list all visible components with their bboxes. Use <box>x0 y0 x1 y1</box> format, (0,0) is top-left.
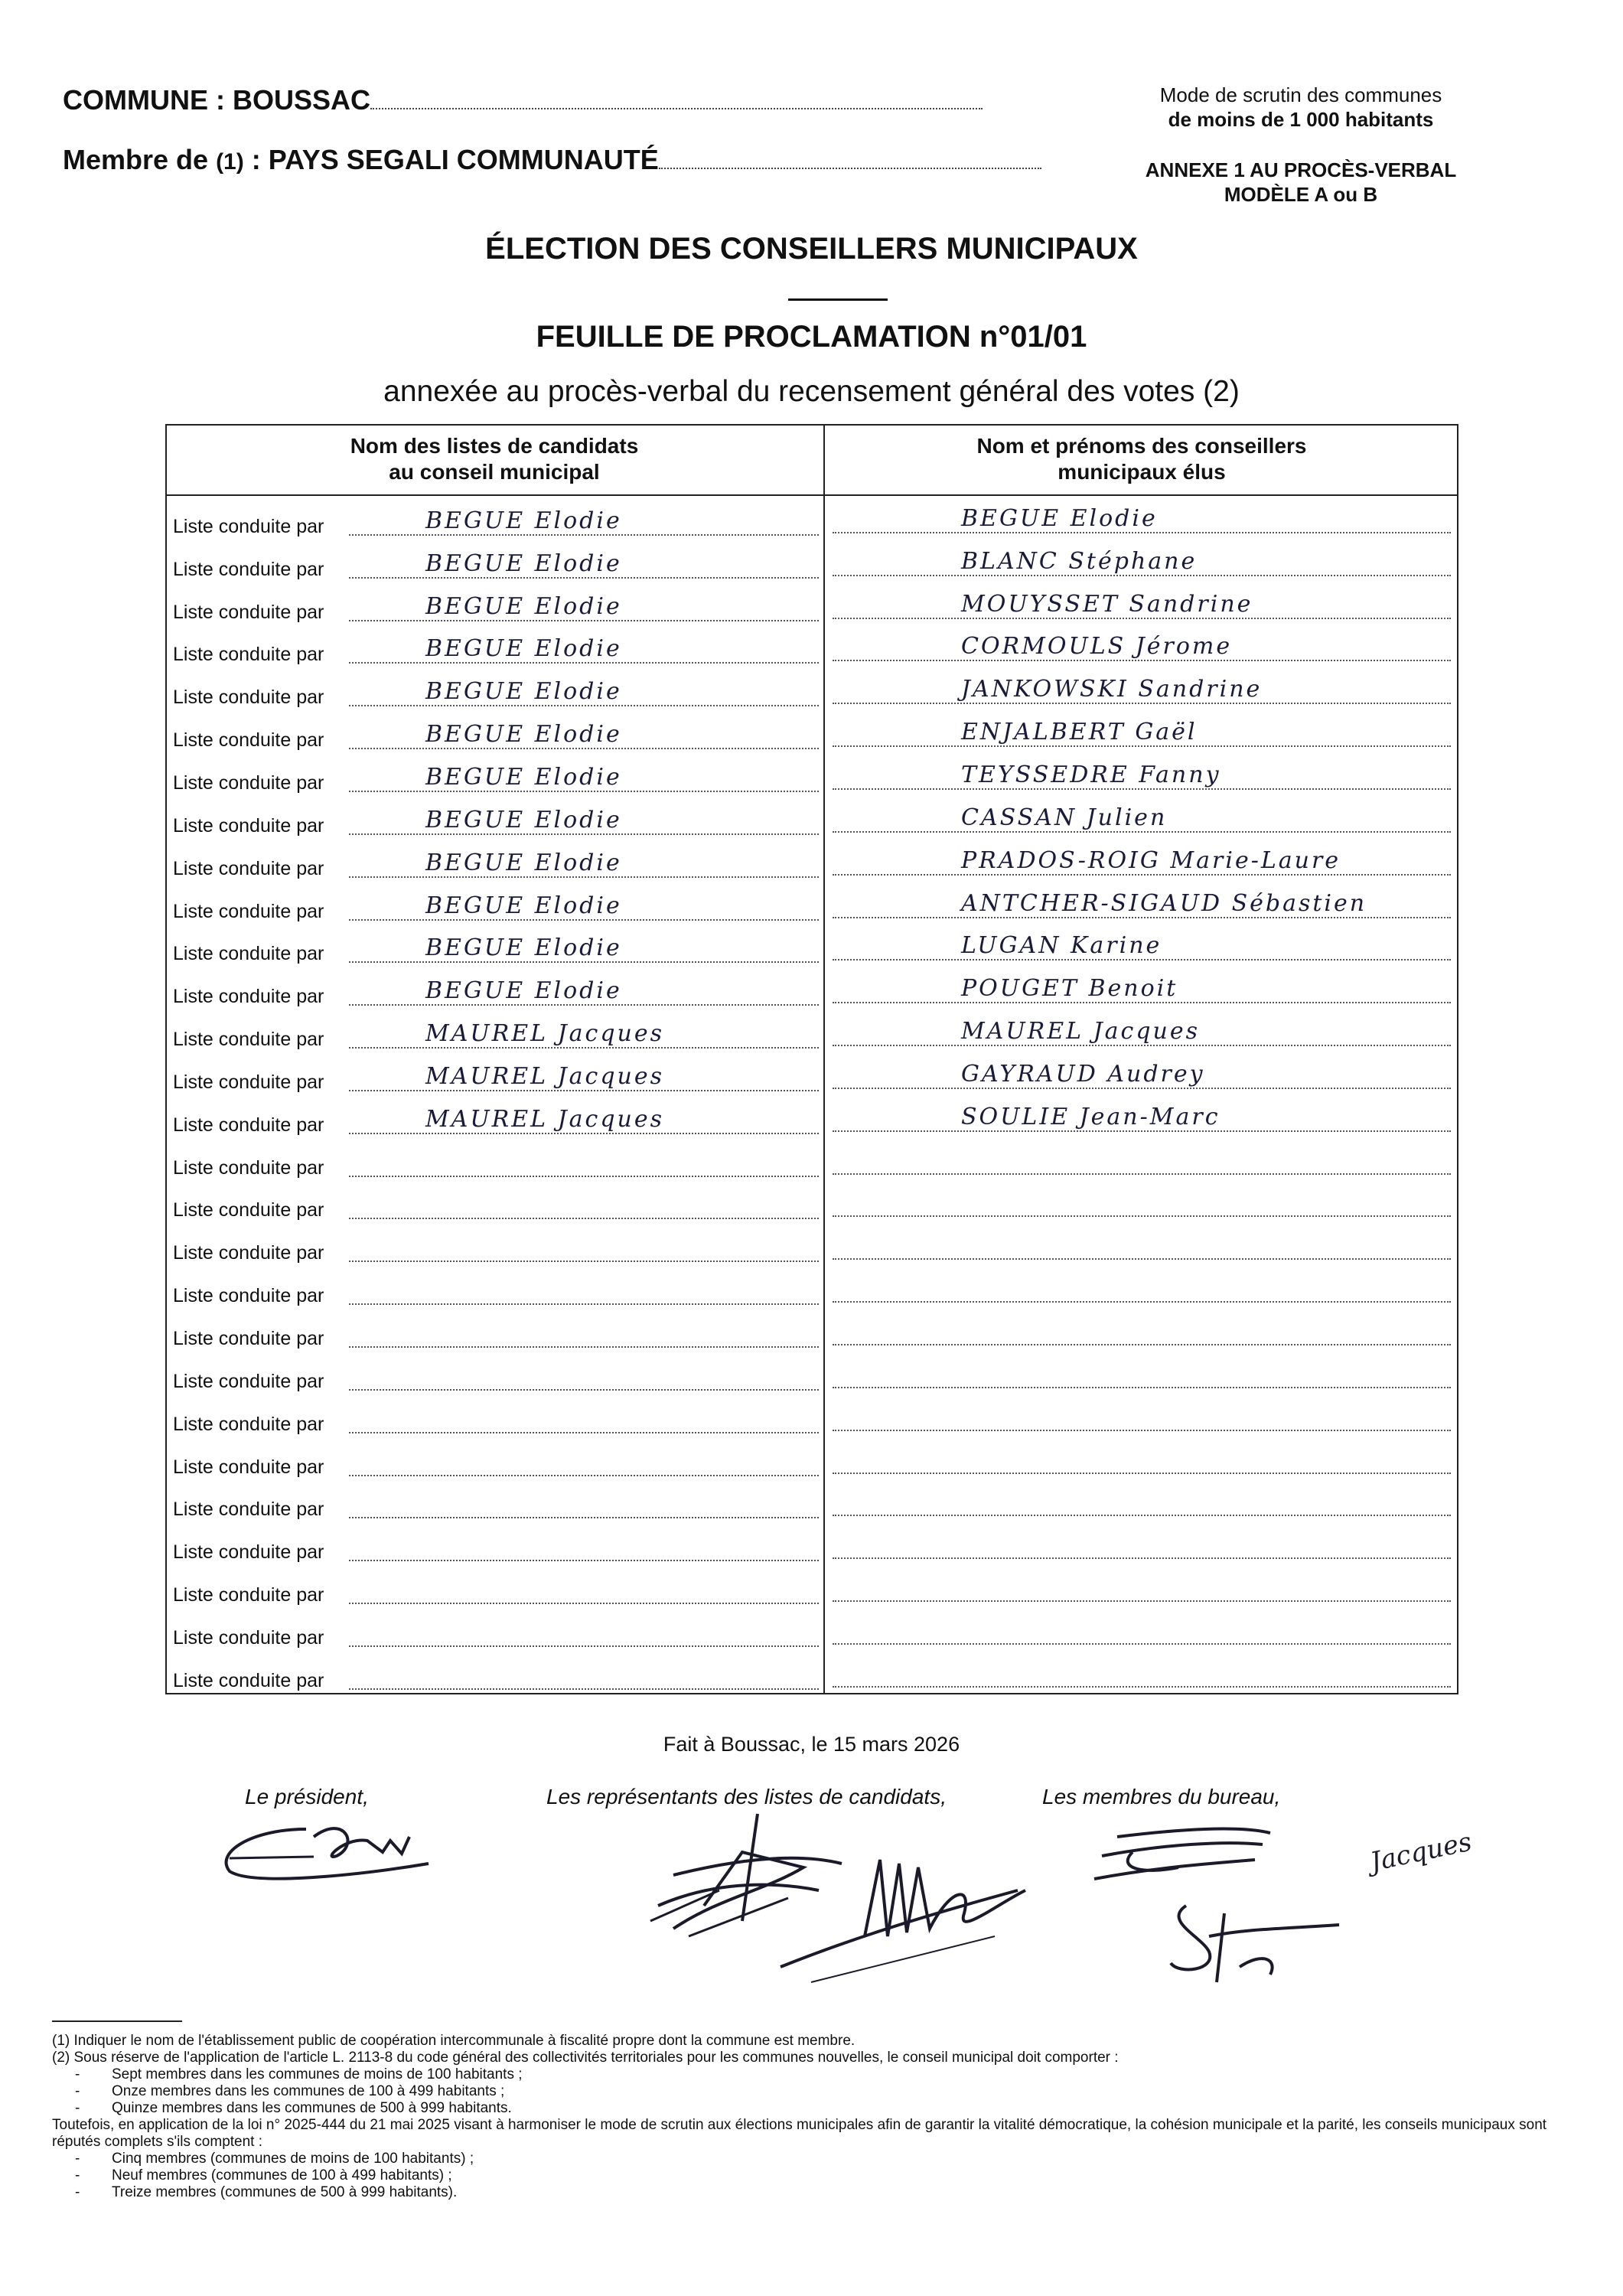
row-dotted-line-elected <box>833 745 1451 747</box>
row-label: Liste conduite par <box>173 558 324 580</box>
row-dotted-line-elected <box>833 1686 1451 1688</box>
table-row <box>165 924 1458 967</box>
list-leader-name: BEGUE Elodie <box>425 635 622 663</box>
row-dotted-line-elected <box>833 575 1451 576</box>
table-row <box>165 1607 1458 1650</box>
list-leader-name: BEGUE Elodie <box>425 721 622 748</box>
row-dotted-line-elected <box>833 703 1451 704</box>
table-row <box>165 1265 1458 1308</box>
row-dotted-line-elected <box>833 917 1451 918</box>
bullet-text: Sept membres dans les communes de moins de 100 habitants ; <box>112 2066 523 2082</box>
table-row <box>165 1521 1458 1564</box>
table-row <box>165 667 1458 709</box>
row-dotted-line-list <box>349 1432 819 1433</box>
column-header-elected-line-2: municipaux élus <box>1058 460 1226 484</box>
table-row <box>165 582 1458 625</box>
row-dotted-line-list <box>349 1176 819 1177</box>
president-signature <box>207 1806 467 1890</box>
list-leader-name: MAUREL Jacques <box>425 1062 664 1090</box>
table-row <box>165 1137 1458 1180</box>
column-header-lists-line-1: Nom des listes de candidats <box>350 434 639 458</box>
row-dotted-line-elected <box>833 1215 1451 1217</box>
sheet-subtitle: annexée au procès-verbal du recensement général des votes (2) <box>383 375 1240 408</box>
row-label: Liste conduite par <box>173 814 324 837</box>
row-dotted-line-elected <box>833 618 1451 619</box>
row-label: Liste conduite par <box>173 1242 324 1264</box>
bullet-dash: - <box>75 2151 80 2167</box>
row-label: Liste conduite par <box>173 601 324 623</box>
row-dotted-line-list <box>349 961 819 963</box>
membre-label-c: : <box>243 144 269 175</box>
footnotes <box>52 2033 1575 2201</box>
bureau-signature-1 <box>1087 1821 1286 1890</box>
table-row <box>165 752 1458 795</box>
row-label: Liste conduite par <box>173 1456 324 1478</box>
row-dotted-line-list <box>349 1047 819 1049</box>
row-dotted-line-list <box>349 919 819 921</box>
row-label: Liste conduite par <box>173 1285 324 1307</box>
elected-councillor-name: MAUREL Jacques <box>961 1018 1200 1045</box>
elected-councillor-name: BEGUE Elodie <box>961 504 1158 532</box>
column-header-lists <box>165 433 823 485</box>
representants-label: Les représentants des listes de candidats, <box>546 1785 947 1808</box>
table-row <box>165 709 1458 752</box>
elected-councillor-name: JANKOWSKI Sandrine <box>961 676 1263 703</box>
table-row <box>165 1222 1458 1265</box>
list-leader-name: BEGUE Elodie <box>425 507 622 534</box>
row-label: Liste conduite par <box>173 1669 324 1691</box>
row-dotted-line-list <box>349 1303 819 1305</box>
row-label: Liste conduite par <box>173 644 324 666</box>
row-dotted-line-elected <box>833 1045 1451 1046</box>
list-leader-name: BEGUE Elodie <box>425 977 622 1005</box>
row-dotted-line-elected <box>833 660 1451 661</box>
row-label: Liste conduite par <box>173 1156 324 1179</box>
row-dotted-line-elected <box>833 1173 1451 1175</box>
commune-value: BOUSSAC <box>232 84 371 116</box>
row-label: Liste conduite par <box>173 943 324 965</box>
row-dotted-line-list <box>349 620 819 621</box>
membre-line <box>63 144 1041 176</box>
row-dotted-line-list <box>349 705 819 706</box>
bullet-text: Cinq membres (communes de moins de 100 habitants) ; <box>112 2151 474 2167</box>
row-dotted-line-list <box>349 662 819 664</box>
footnote-toutefois: Toutefois, en application de la loi n° 2025-444 du 21 mai 2025 visant à harmoniser le mode de scrutin aux élections municipales afin de garantir la vitalité démocratique, la cohésion municipale et la parité, les conseils municipaux sont réputés complets s'ils comptent : <box>52 2117 1547 2150</box>
row-dotted-line-elected <box>833 1258 1451 1260</box>
footnote-bullet <box>52 2066 1575 2083</box>
row-dotted-line-elected <box>833 1387 1451 1388</box>
footnote-bullet <box>52 2151 1575 2167</box>
title-divider <box>788 298 888 301</box>
row-label: Liste conduite par <box>173 1413 324 1435</box>
elected-councillor-name: LUGAN Karine <box>961 932 1162 960</box>
footnote-divider <box>52 2020 182 2022</box>
membre-value: PAYS SEGALI COMMUNAUTÉ <box>268 144 659 175</box>
list-leader-name: MAUREL Jacques <box>425 1020 664 1048</box>
row-label: Liste conduite par <box>173 986 324 1008</box>
mode-scrutin-note <box>1102 83 1500 132</box>
membre-dotted-fill <box>659 168 1041 169</box>
annexe-line-2: MODÈLE A ou B <box>1224 183 1378 206</box>
row-dotted-line-list <box>349 1133 819 1134</box>
elected-councillor-name: POUGET Benoit <box>961 975 1178 1003</box>
elected-councillor-name: GAYRAUD Audrey <box>961 1060 1205 1088</box>
row-label: Liste conduite par <box>173 1499 324 1521</box>
row-dotted-line-list <box>349 1389 819 1391</box>
footnote-bullet <box>52 2184 1575 2201</box>
row-dotted-line-list <box>349 1004 819 1006</box>
bureau-members-label: Les membres du bureau, <box>1042 1785 1281 1808</box>
row-dotted-line-list <box>349 534 819 536</box>
table-row <box>165 1650 1458 1693</box>
row-dotted-line-elected <box>833 1130 1451 1132</box>
mode-line-1: Mode de scrutin des communes <box>1159 83 1442 106</box>
bureau-signature-3: Jacques <box>1367 1826 1475 1878</box>
row-dotted-line-elected <box>833 1600 1451 1602</box>
footnote-1: (1) Indiquer le nom de l'établissement public de coopération intercommunale à fiscalité propre dont la commune est membre. <box>52 2033 855 2049</box>
row-label: Liste conduite par <box>173 771 324 794</box>
row-dotted-line-list <box>349 1517 819 1518</box>
table-row <box>165 625 1458 667</box>
table-row <box>165 838 1458 881</box>
table-row <box>165 1052 1458 1094</box>
elected-councillor-name: CASSAN Julien <box>961 804 1168 831</box>
row-dotted-line-elected <box>833 831 1451 833</box>
row-dotted-line-list <box>349 748 819 749</box>
sheet-title: FEUILLE DE PROCLAMATION n°01/01 <box>536 320 1087 354</box>
list-leader-name: BEGUE Elodie <box>425 849 622 876</box>
bullet-text: Quinze membres dans les communes de 500 à 999 habitants. <box>112 2100 512 2116</box>
row-dotted-line-elected <box>833 1473 1451 1474</box>
list-leader-name: BEGUE Elodie <box>425 678 622 706</box>
list-leader-name: BEGUE Elodie <box>425 892 622 919</box>
elected-councillor-name: MOUYSSET Sandrine <box>961 590 1253 618</box>
footnote-bullet <box>52 2100 1575 2117</box>
place-date-line: Fait à Boussac, le 15 mars 2026 <box>663 1733 960 1756</box>
row-dotted-line-elected <box>833 1557 1451 1559</box>
bullet-dash: - <box>75 2066 80 2082</box>
row-dotted-line-list <box>349 1603 819 1604</box>
table-row <box>165 795 1458 838</box>
table-row <box>165 966 1458 1009</box>
row-dotted-line-list <box>349 876 819 878</box>
row-dotted-line-elected <box>833 788 1451 790</box>
row-dotted-line-list <box>349 1261 819 1262</box>
row-dotted-line-elected <box>833 532 1451 533</box>
row-label: Liste conduite par <box>173 1029 324 1051</box>
table-row <box>165 1479 1458 1522</box>
row-dotted-line-elected <box>833 1643 1451 1645</box>
row-label: Liste conduite par <box>173 1541 324 1564</box>
table-row <box>165 539 1458 582</box>
row-dotted-line-list <box>349 1688 819 1690</box>
table-row <box>165 881 1458 924</box>
mode-line-2: de moins de 1 000 habitants <box>1168 108 1434 131</box>
bullet-text: Treize membres (communes de 500 à 999 habitants). <box>112 2184 458 2200</box>
row-dotted-line-list <box>349 1090 819 1091</box>
row-dotted-line-list <box>349 577 819 579</box>
row-dotted-line-elected <box>833 1088 1451 1089</box>
president-label: Le président, <box>245 1785 369 1808</box>
row-dotted-line-list <box>349 1346 819 1348</box>
row-dotted-line-elected <box>833 1002 1451 1003</box>
row-label: Liste conduite par <box>173 900 324 922</box>
table-row <box>165 1437 1458 1479</box>
table-row <box>165 1094 1458 1137</box>
row-dotted-line-elected <box>833 874 1451 876</box>
row-dotted-line-list <box>349 1645 819 1647</box>
table-row <box>165 1394 1458 1437</box>
commune-line <box>63 84 983 116</box>
row-label: Liste conduite par <box>173 1071 324 1093</box>
row-label: Liste conduite par <box>173 1584 324 1606</box>
row-label: Liste conduite par <box>173 1114 324 1136</box>
page-title: ÉLECTION DES CONSEILLERS MUNICIPAUX <box>485 232 1138 266</box>
list-leader-name: BEGUE Elodie <box>425 550 622 577</box>
row-dotted-line-elected <box>833 1430 1451 1431</box>
bullet-text: Neuf membres (communes de 100 à 499 habitants) ; <box>112 2167 452 2183</box>
table-row <box>165 1351 1458 1394</box>
footnote-bullet <box>52 2083 1575 2100</box>
column-header-elected <box>825 433 1458 485</box>
table-row <box>165 496 1458 539</box>
commune-label: COMMUNE : <box>63 84 233 116</box>
row-dotted-line-list <box>349 1218 819 1219</box>
row-label: Liste conduite par <box>173 729 324 752</box>
row-label: Liste conduite par <box>173 1199 324 1221</box>
row-dotted-line-elected <box>833 1344 1451 1345</box>
row-dotted-line-list <box>349 833 819 835</box>
list-leader-name: BEGUE Elodie <box>425 763 622 791</box>
column-header-elected-line-1: Nom et prénoms des conseillers <box>976 434 1307 458</box>
commune-dotted-fill <box>370 108 983 109</box>
table-row <box>165 1180 1458 1223</box>
annexe-note <box>1102 158 1500 207</box>
membre-label-a: Membre de <box>63 144 217 175</box>
footnote-bullet <box>52 2167 1575 2184</box>
row-label: Liste conduite par <box>173 1626 324 1649</box>
representative-signature-2 <box>765 1844 1071 1990</box>
list-leader-name: BEGUE Elodie <box>425 592 622 620</box>
bullet-text: Onze membres dans les communes de 100 à 499 habitants ; <box>112 2083 505 2099</box>
row-label: Liste conduite par <box>173 1370 324 1392</box>
elected-councillor-name: CORMOULS Jérome <box>961 633 1233 660</box>
elected-councillor-name: SOULIE Jean-Marc <box>961 1103 1221 1130</box>
bureau-signature-2 <box>1155 1883 1354 1990</box>
row-dotted-line-list <box>349 1475 819 1476</box>
list-leader-name: MAUREL Jacques <box>425 1105 664 1133</box>
elected-councillor-name: ANTCHER-SIGAUD Sébastien <box>961 889 1367 917</box>
elected-councillor-name: TEYSSEDRE Fanny <box>961 761 1221 788</box>
footnote-2: (2) Sous réserve de l'application de l'article L. 2113-8 du code général des collectivités territoriales pour les communes nouvelles, le conseil municipal doit comporter : <box>52 2050 1119 2066</box>
bullet-dash: - <box>75 2184 80 2200</box>
bullet-dash: - <box>75 2167 80 2183</box>
row-label: Liste conduite par <box>173 857 324 879</box>
annexe-line-1: ANNEXE 1 AU PROCÈS-VERBAL <box>1145 158 1457 181</box>
list-leader-name: BEGUE Elodie <box>425 934 622 962</box>
elected-councillor-name: PRADOS-ROIG Marie-Laure <box>961 846 1341 874</box>
bullet-dash: - <box>75 2100 80 2116</box>
list-leader-name: BEGUE Elodie <box>425 806 622 833</box>
row-dotted-line-list <box>349 791 819 792</box>
column-header-lists-line-2: au conseil municipal <box>389 460 600 484</box>
elected-councillor-name: BLANC Stéphane <box>961 547 1198 575</box>
bullet-dash: - <box>75 2083 80 2099</box>
elected-councillor-name: ENJALBERT Gaël <box>961 719 1198 746</box>
row-dotted-line-elected <box>833 1301 1451 1303</box>
row-label: Liste conduite par <box>173 515 324 537</box>
table-row <box>165 1308 1458 1351</box>
table-row <box>165 1009 1458 1052</box>
row-dotted-line-elected <box>833 1515 1451 1516</box>
row-label: Liste conduite par <box>173 1328 324 1350</box>
row-dotted-line-elected <box>833 959 1451 960</box>
row-dotted-line-list <box>349 1560 819 1561</box>
membre-footnote-ref: (1) <box>216 149 244 174</box>
row-label: Liste conduite par <box>173 687 324 709</box>
table-row <box>165 1564 1458 1607</box>
